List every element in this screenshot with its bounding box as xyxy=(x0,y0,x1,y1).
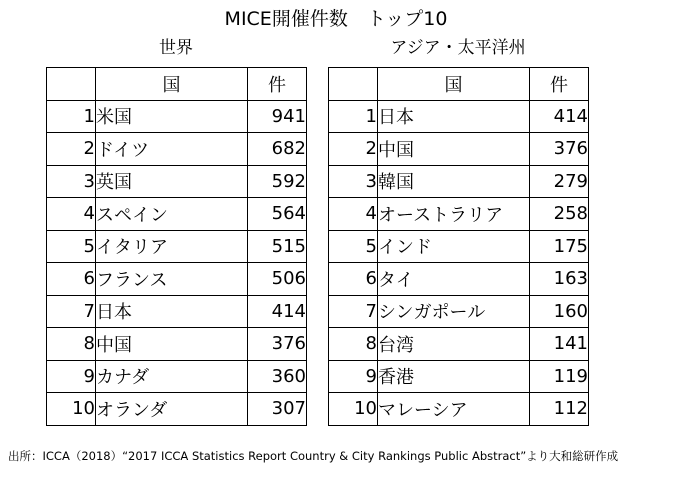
rank-cell: 10 xyxy=(329,393,378,426)
world-ranking-table xyxy=(46,67,307,426)
name-cell: 日本 xyxy=(96,295,248,328)
name-cell: 中国 xyxy=(96,328,248,361)
name-cell: スペイン xyxy=(96,198,248,231)
rank-cell: 3 xyxy=(47,165,96,198)
count-cell: 515 xyxy=(248,230,307,263)
rank-cell: 6 xyxy=(47,263,96,296)
table-row xyxy=(47,133,307,166)
rank-cell: 5 xyxy=(329,230,378,263)
name-cell: 中国 xyxy=(378,133,530,166)
table-row xyxy=(47,263,307,296)
rank-cell: 2 xyxy=(329,133,378,166)
name-cell: タイ xyxy=(378,263,530,296)
table-row xyxy=(47,360,307,393)
table-row xyxy=(329,295,589,328)
name-cell: 英国 xyxy=(96,165,248,198)
table-row xyxy=(329,133,589,166)
count-column-header: 件 xyxy=(530,68,589,101)
rank-cell: 8 xyxy=(329,328,378,361)
rank-cell: 7 xyxy=(329,295,378,328)
table-row xyxy=(329,100,589,133)
count-cell: 376 xyxy=(530,133,589,166)
name-cell: 米国 xyxy=(96,100,248,133)
table-row xyxy=(329,328,589,361)
table-row xyxy=(329,198,589,231)
name-cell: インド xyxy=(378,230,530,263)
table-row xyxy=(329,165,589,198)
name-cell: オーストラリア xyxy=(378,198,530,231)
table-row xyxy=(47,165,307,198)
table-body xyxy=(329,100,589,425)
asia-pacific-ranking-table xyxy=(328,67,589,426)
name-cell: 日本 xyxy=(378,100,530,133)
count-cell: 175 xyxy=(530,230,589,263)
name-cell: イタリア xyxy=(96,230,248,263)
count-cell: 279 xyxy=(530,165,589,198)
table-row xyxy=(47,198,307,231)
count-column-header: 件 xyxy=(248,68,307,101)
name-cell: カナダ xyxy=(96,360,248,393)
table-row xyxy=(329,360,589,393)
table-row xyxy=(329,393,589,426)
name-cell: ドイツ xyxy=(96,133,248,166)
count-cell: 141 xyxy=(530,328,589,361)
table-row xyxy=(47,393,307,426)
table-row xyxy=(47,230,307,263)
rank-cell: 10 xyxy=(47,393,96,426)
name-cell: オランダ xyxy=(96,393,248,426)
count-cell: 414 xyxy=(530,100,589,133)
table-header-row xyxy=(47,68,307,101)
count-cell: 112 xyxy=(530,393,589,426)
table-row xyxy=(329,263,589,296)
rank-cell: 4 xyxy=(47,198,96,231)
table-row xyxy=(47,295,307,328)
rank-cell: 4 xyxy=(329,198,378,231)
table-header-row xyxy=(329,68,589,101)
name-cell: マレーシア xyxy=(378,393,530,426)
table-body xyxy=(47,100,307,425)
count-cell: 506 xyxy=(248,263,307,296)
rank-cell: 8 xyxy=(47,328,96,361)
asia-pacific-table-caption: アジア・太平洋州 xyxy=(390,38,526,58)
country-column-header: 国 xyxy=(96,68,248,101)
table-row xyxy=(47,328,307,361)
table-row xyxy=(329,230,589,263)
count-cell: 414 xyxy=(248,295,307,328)
name-cell: 台湾 xyxy=(378,328,530,361)
country-column-header: 国 xyxy=(378,68,530,101)
count-cell: 682 xyxy=(248,133,307,166)
rank-cell: 9 xyxy=(329,360,378,393)
count-cell: 160 xyxy=(530,295,589,328)
rank-cell: 1 xyxy=(329,100,378,133)
world-table-caption: 世界 xyxy=(159,38,193,58)
rank-column-header xyxy=(329,68,378,101)
count-cell: 376 xyxy=(248,328,307,361)
name-cell: フランス xyxy=(96,263,248,296)
count-cell: 258 xyxy=(530,198,589,231)
source-note: 出所：ICCA（2018）“2017 ICCA Statistics Report Country & City Rankings Public Abstract”より大和総研作成 xyxy=(8,449,619,463)
count-cell: 564 xyxy=(248,198,307,231)
rank-cell: 5 xyxy=(47,230,96,263)
count-cell: 307 xyxy=(248,393,307,426)
rank-cell: 3 xyxy=(329,165,378,198)
count-cell: 592 xyxy=(248,165,307,198)
count-cell: 941 xyxy=(248,100,307,133)
count-cell: 163 xyxy=(530,263,589,296)
rank-cell: 7 xyxy=(47,295,96,328)
page-title: MICE開催件数 トップ10 xyxy=(224,8,448,30)
count-cell: 360 xyxy=(248,360,307,393)
rank-cell: 6 xyxy=(329,263,378,296)
rank-cell: 1 xyxy=(47,100,96,133)
count-cell: 119 xyxy=(530,360,589,393)
table-row xyxy=(47,100,307,133)
name-cell: 香港 xyxy=(378,360,530,393)
rank-column-header xyxy=(47,68,96,101)
rank-cell: 9 xyxy=(47,360,96,393)
rank-cell: 2 xyxy=(47,133,96,166)
name-cell: 韓国 xyxy=(378,165,530,198)
name-cell: シンガポール xyxy=(378,295,530,328)
